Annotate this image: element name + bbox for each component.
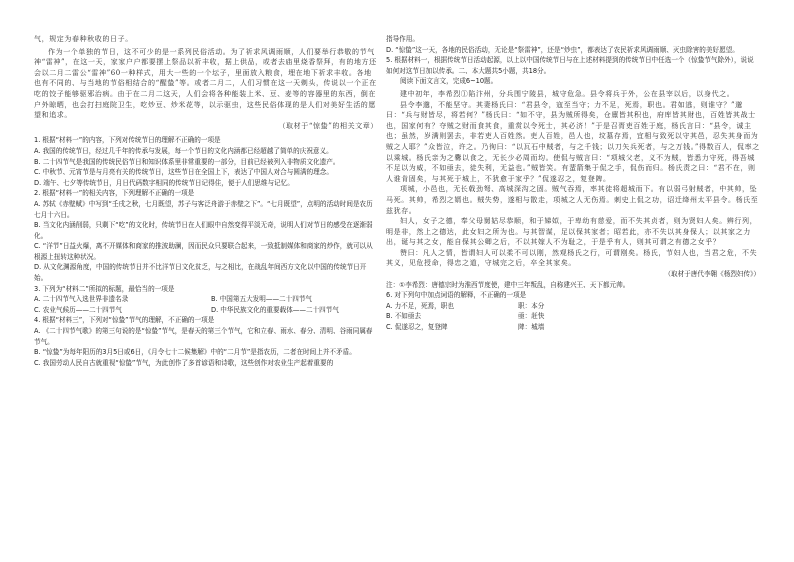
material-text: 作为一个单独的节日，这不可少的是一系列民俗活动。为了祈求风调雨顺，人们要举行恭敬的节气神“雷神”，在这一天，家家户户都要摆上祭品以祈丰收，据上供品，或者去庙里烧香祭拜，有的地方还会以二月二雷公“雷神”60一种样式，用大一些的一个坛子，里面放入粮食，埋在地下祈求丰收。各地也有不同的、与当地的节俗相结合的“醒蛰”等。或者二月二，人们习惯在这一天剃头，传说以一个正在吃的饺子能够驱邪治病。由于在二月二这天，人们会将各种能装上米、豆、麦等的容器里的东西，倒在户外晾晒，也会打扫庭院卫生，吃炒豆、炒米花等，以示驱虫，这些民俗体现的是人们对美好生活的愿望和追求。 [34,47,377,120]
source-note: （取材于唐代李翱《杨烈妇传》） [664,270,760,279]
option: D. 中华民族文化的重要载体——二十四节气 [211,305,339,314]
option: C. 我国劳动人民自古就重视“惊蛰”节气，为此创作了多首谚语和诗歌，这些创作对农业生产起着重要的 [34,358,334,367]
question-3-options [34,294,378,315]
option-row [386,322,760,333]
option-row [386,311,760,322]
option: D. 端午、七夕等传统节日，月日代码数字相同的传统节日记得住，便于人们思维与记忆。 [34,178,294,187]
option: B. “惊蛰”为每年阳历的3月5日或6日，《月令七十二候集解》中的“二月节”是指农历，二者在时间上并不矛盾。 [34,348,356,357]
option-gloss: 亟：赶快 [518,312,545,321]
classical-text: 妇人，女子之德，奉父母舅姑尽恭顺，和于娣姒，于卑幼有慈爱，而不失其贞者，则为贤妇人矣。辨行列，明是非，然上之德达，此女妇之所为也。与其智谋，足以保其家者；昭若此，亦不失以其身保人；以其家之力出，诞与其之女，能自保其公卿之后，不以其嫁人不为耻之，于是乎有人，则其可谓之有德之女乎？ [386,217,758,247]
option-row [386,301,760,312]
option: A. 我国的传统节日，经过几千年的传承与发展，每一个节日的文化内涵都已经超越了简单的庆祝意义。 [34,146,333,155]
option-continuation: 指导作用。 [386,35,419,43]
option: B. 当文化内涵削弱，只剩下“吃”的文化时，传统节日在人们眼中自然变得平淡无奇，说明人们对节日的感受在逐渐弱化。 [34,221,373,240]
left-column [34,34,378,368]
classical-text: 项城，小邑也，无长戟劲弩、高城深沟之固。贼气吞焉，率其徒将超城而下。有以弱弓射贼者，中其帅，坠马死。其帅，希烈之婿也。贼失势，遂相与散走，项城之人无伤焉。刺史上侃之功，诏迁绛州太平县令。杨氏至兹犹存。 [386,185,759,215]
option: A. 二十四节气入选世界非遗名录 [34,295,129,304]
option: A. 苏轼《赤壁赋》中写到“壬戌之秋，七月既望，苏子与客泛舟游于赤壁之下”。“七月既望”，点明的活动时间是农历七月十六日。 [34,199,373,219]
reading-instruction: 阅读下面文言文，完成6~10题。 [400,77,498,86]
option: A. 《二十四节气歌》的第三句说的是“惊蛰”节气，是春天的第三个节气，它和立春、雨水、春分、清明、谷雨同属春节气。 [34,327,373,346]
option-sentence: C. 侃遂忍之，复登陴 [386,323,448,332]
source-note: （取材于“惊蛰”的相关文章） [278,121,378,130]
right-column [386,34,760,333]
option: D. “惊蛰”这一天，各地的民俗活动，无论是“祭雷神”，还是“炒虫”，都表达了农民祈求风调雨顺、灭虫除害的美好愿望。 [386,45,739,54]
question-3: 3. 下列为“材料二”所拟的标题，最恰当的一项是 [34,284,175,293]
question-5: 5. 根据材料一，根据传统节日活动起源，以上以中国传统节日与在上述材料提到的传统节日中任选一个（惊蛰节气除外），说说如何对这节日加以传承。二、本大题共5小题，共18分。 [386,56,754,75]
footnote: 注：①李希烈：唐德宗时为淮西节度使，建中三年叛乱，自称建兴王、天下都元帅。 [386,280,630,289]
material-text: 气，规定为春种秋收的日子。 [34,35,133,43]
option: B. 中国第五大发明——二十四节气 [211,295,313,304]
question-1: 1. 根据“材料一”的内容，下列对传统节日的理解不正确的一项是 [34,136,221,145]
question-6: 6. 对下列句中加点词语的解释，不正确的一项是 [386,291,527,300]
option: C. 农业气候历——二十四节气 [34,305,122,314]
option-sentence: B. 不如亟去 [386,312,422,321]
option-sentence: A. 力不足，死焉，职也 [386,301,454,310]
question-4: 4. 根据“材料三”，下列对“惊蛰”节气的理解，不正确的一项是 [34,316,215,325]
option-gloss: 职：本分 [518,301,545,310]
option: C. 中秋节、元宵节是与月亮有关的传统节日，这些节日在全国上下，表达了中国人对合与圆满的理念。 [34,168,333,177]
classical-text: 赞曰：凡人之情，皆谓妇人可以柔不可以刚，然观杨氏之行，可谓刚矣。杨氏，节妇人也，当君之危，不失其义，见危授命，得忠之道，守城完之后，卒全其家矣。 [386,248,758,268]
classical-text: 建中初年，李希烈①陷汴州，分兵围宁陵县，城守危急。县令将兵于外，公在县宰以后，以身代之。 [400,89,735,98]
option: D. 从文化渊源角度，中国的传统节日并不比洋节日文化贫乏，与之相比，在战乱年间西方文化以中国的传统节日开始。 [34,263,367,283]
classical-text: 县令李邈，不能坚守。其妻杨氏曰：“君县令，寇至当守；力不足，死焉，职也。君如逃，则谁守？”邈曰：“兵与财皆尽，将若何？”杨氏曰：“如不守，县为贼所得矣，仓廪皆其积也，府库皆其财也，百姓皆其战士也，国家何有？夺贼之财而食其食，重赏以令死士，其必济！”于是召胥吏百姓于庭，杨氏言曰：“县令，诚主也；虽然，岁满则罢去，非若吏人百姓然。吏人百姓，邑人也，坟墓存焉，宜相与致死以守其邑，忍失其身而为贼之人耶？”众皆泣，许之。乃徇曰：“以瓦石中贼者，与之千钱；以刀矢兵死者，与之万钱。”得数百人，侃率之以乘城。杨氏亲为之爨以食之，无长少必周而均。使侃与贼言曰：“项城父老，义不为贼，皆悉力守死，得吾城不足以为威，不如亟去，徒失利，无益也。”贼皆笑。有蜚箭集于侃之手，侃伤而归。杨氏责之曰：“君不在，则人谁肯固矣，与其死于城上，不犹愈于家乎？”侃遂忍之，复登陴。 [386,100,760,183]
question-2: 2. 根据“材料一”的相关内容，下列理解不正确的一项是 [34,189,195,198]
option: B. 二十四节气是我国的传统民俗节日和知识体系里非常重要的一部分，目前已经被列入非物质文化遗产。 [34,157,340,166]
option: C. “洋节”日益火爆，离不开媒体和商家的推波助澜，因而民众只要联合起来，一致抵制媒体和商家的炒作，就可以从根源上扭转这种状况。 [34,242,373,261]
option-gloss: 陴：城墙 [518,323,545,332]
